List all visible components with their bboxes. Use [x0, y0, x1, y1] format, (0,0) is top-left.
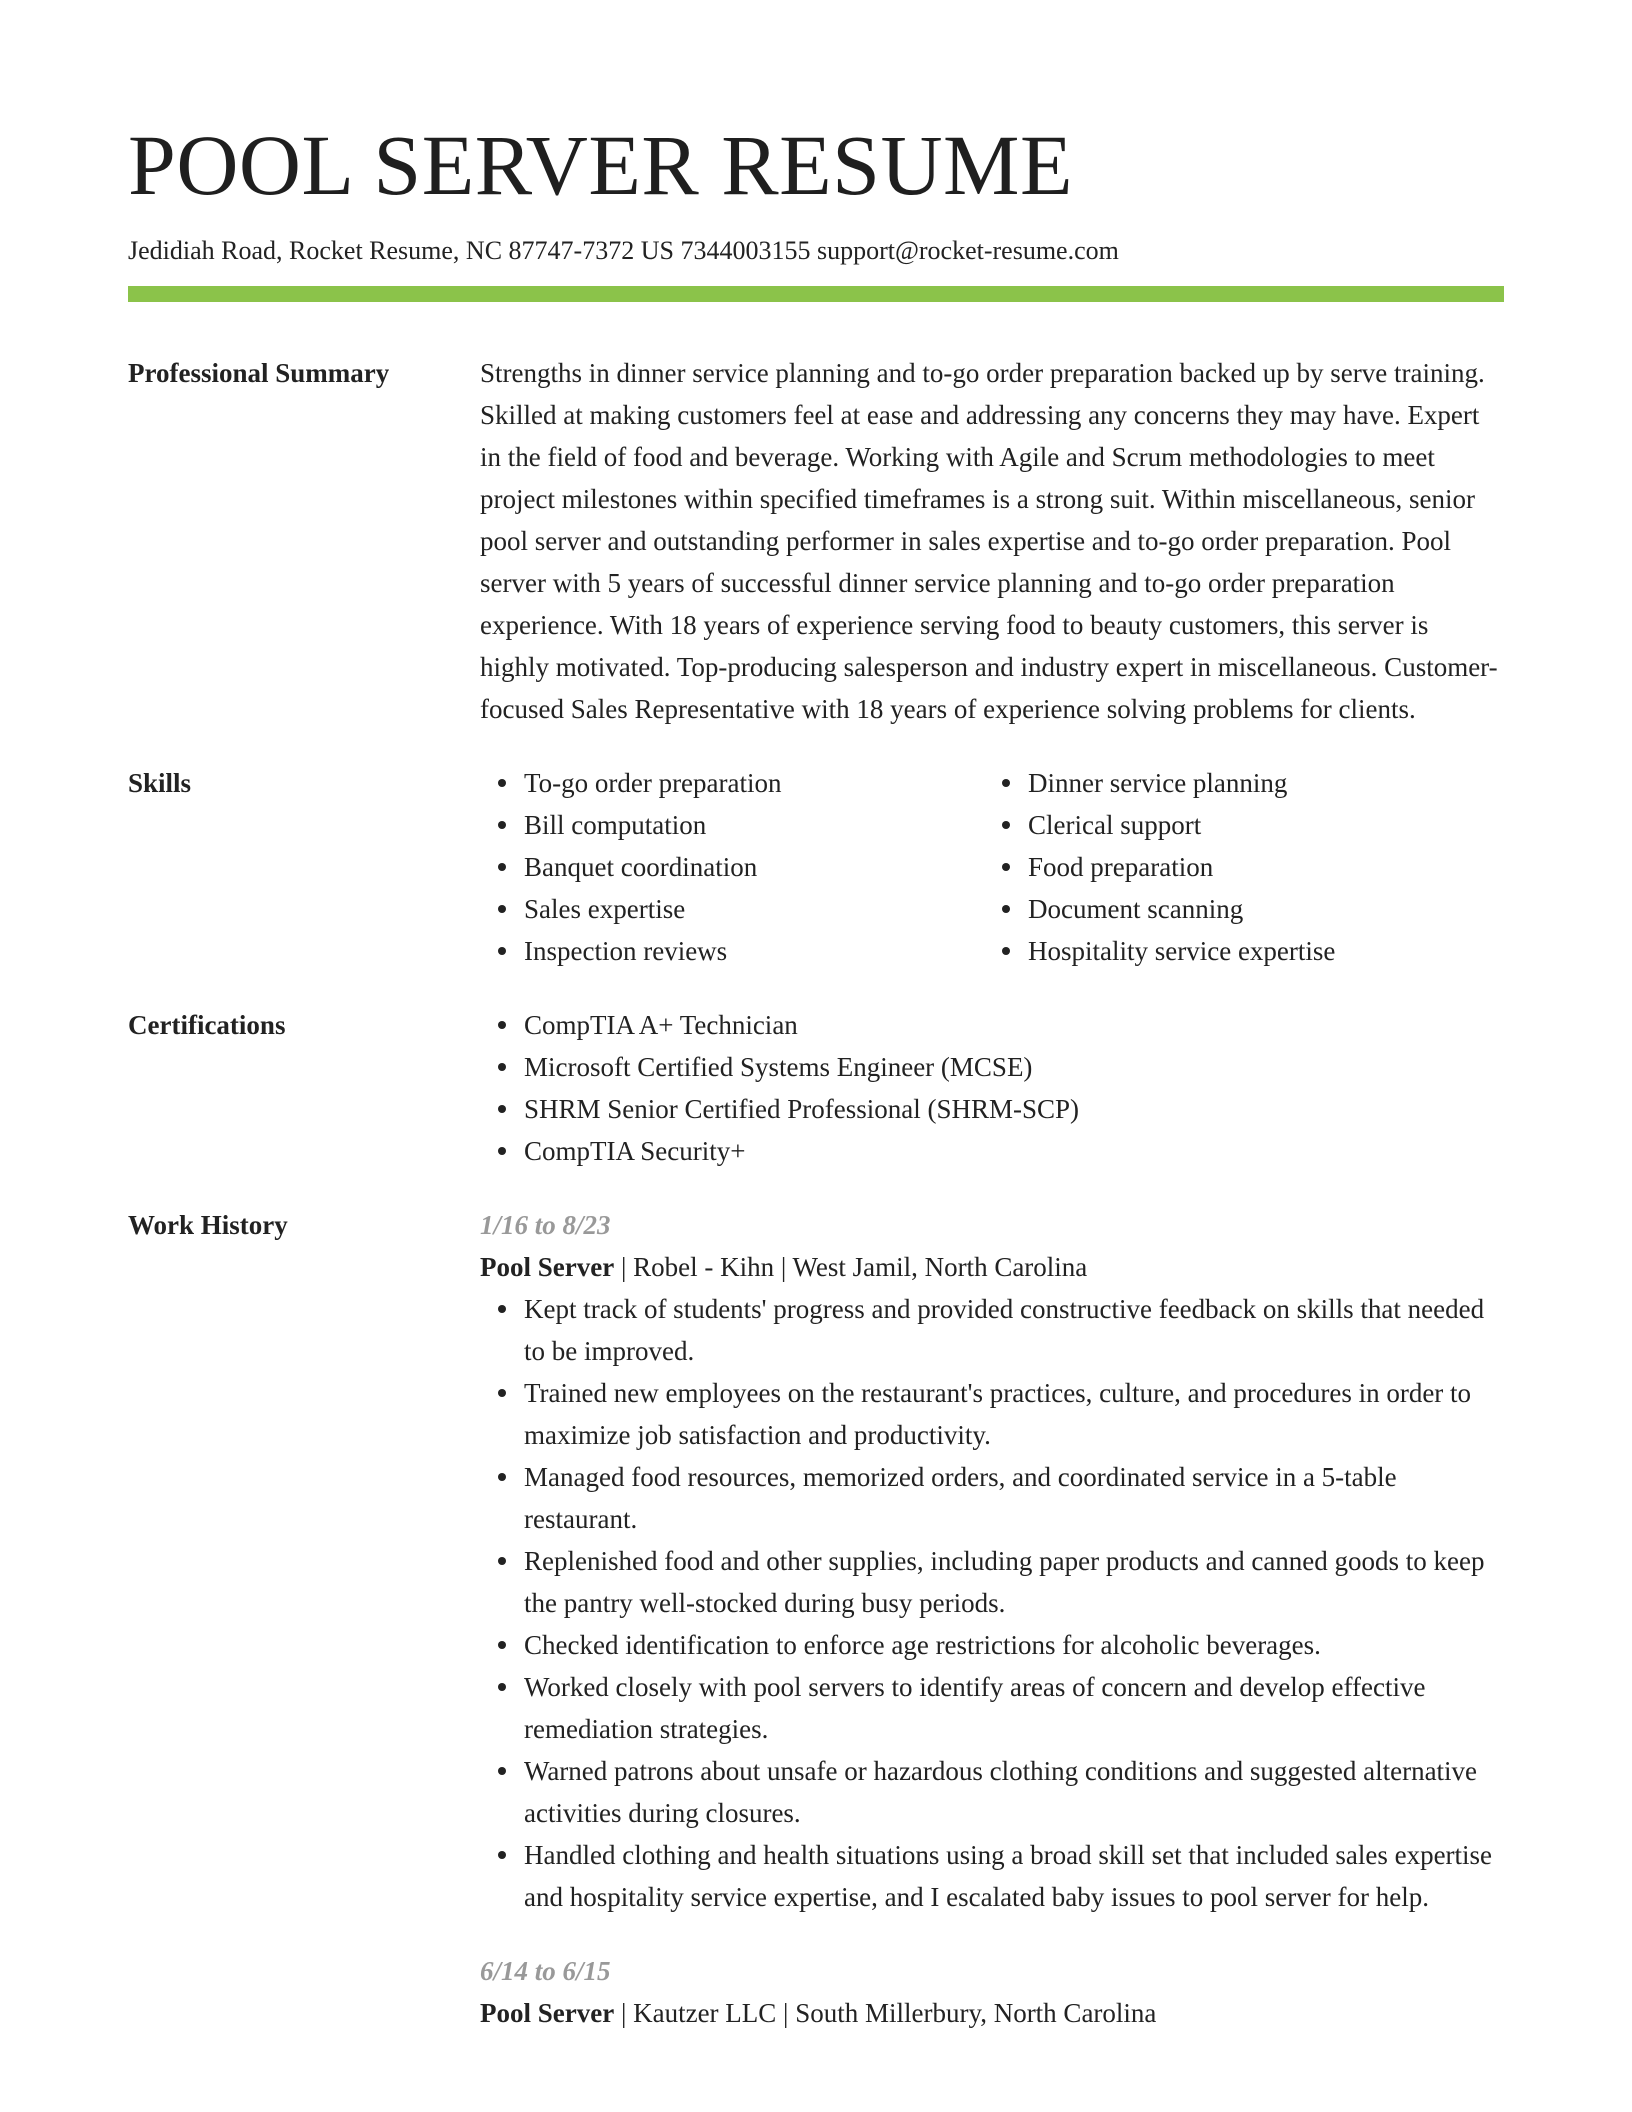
- job-title: Pool Server: [480, 1252, 615, 1282]
- job-entry: [480, 1204, 1504, 1918]
- skill-item: Bill computation: [524, 804, 984, 846]
- job-dates: 6/14 to 6/15: [480, 1956, 611, 1986]
- skill-item: Banquet coordination: [524, 846, 984, 888]
- certification-item: SHRM Senior Certified Professional (SHRM-SCP): [524, 1088, 1504, 1130]
- certifications-section: [128, 1004, 1504, 1172]
- skill-item: Inspection reviews: [524, 930, 984, 972]
- skill-item: Clerical support: [1028, 804, 1488, 846]
- skill-item: Dinner service planning: [1028, 762, 1488, 804]
- certification-item: CompTIA Security+: [524, 1130, 1504, 1172]
- job-employer-location: | Robel - Kihn | West Jamil, North Carolina: [614, 1252, 1088, 1282]
- job-duties-list: [480, 1288, 1504, 1918]
- job-duty-item: Kept track of students' progress and provided constructive feedback on skills that needed to be improved.: [524, 1288, 1504, 1372]
- job-employer-location: | Kautzer LLC | South Millerbury, North Carolina: [614, 1998, 1157, 2028]
- skill-item: Food preparation: [1028, 846, 1488, 888]
- work-history-heading: Work History: [128, 1210, 288, 1240]
- job-duty-item: Worked closely with pool servers to identify areas of concern and develop effective remediation strategies.: [524, 1666, 1504, 1750]
- skill-item: Sales expertise: [524, 888, 984, 930]
- summary-text: Strengths in dinner service planning and to-go order preparation backed up by serve training. Skilled at making customers feel at ease and addressing any concerns they may have. Expert in the field of food and beverage. Working with Agile and Scrum methodologies to meet project milestones within specified timeframes is a strong suit. Within miscellaneous, senior pool server and outstanding performer in sales expertise and to-go order preparation. Pool server with 5 years of successful dinner service planning and to-go order preparation experience. With 18 years of experience serving food to beauty customers, this server is highly motivated. Top-producing salesperson and industry expert in miscellaneous. Customer-focused Sales Representative with 18 years of experience solving problems for clients.: [480, 358, 1498, 724]
- skill-item: Document scanning: [1028, 888, 1488, 930]
- job-dates: 1/16 to 8/23: [480, 1210, 611, 1240]
- resume-page: [128, 0, 1504, 2034]
- skills-grid: [480, 762, 1504, 972]
- job-duty-item: Trained new employees on the restaurant's practices, culture, and procedures in order to maximize job satisfaction and productivity.: [524, 1372, 1504, 1456]
- job-duty-item: Managed food resources, memorized orders, and coordinated service in a 5-table restaurant.: [524, 1456, 1504, 1540]
- skill-item: To-go order preparation: [524, 762, 984, 804]
- certifications-list: [480, 1004, 1504, 1172]
- job-entry: [480, 1950, 1504, 2034]
- job-header: [480, 1992, 1504, 2034]
- contact-line: Jedidiah Road, Rocket Resume, NC 87747-7372 US 7344003155 support@rocket-resume.com: [128, 236, 1119, 265]
- certifications-heading: Certifications: [128, 1010, 286, 1040]
- header-divider: [128, 286, 1504, 302]
- skills-heading: Skills: [128, 768, 192, 798]
- job-duty-item: Warned patrons about unsafe or hazardous clothing conditions and suggested alternative activities during closures.: [524, 1750, 1504, 1834]
- skills-section: [128, 762, 1504, 972]
- certifications-body: [480, 1004, 1504, 1172]
- certification-item: CompTIA A+ Technician: [524, 1004, 1504, 1046]
- certification-item: Microsoft Certified Systems Engineer (MCSE): [524, 1046, 1504, 1088]
- summary-section: [128, 352, 1504, 730]
- skills-column-right: [984, 762, 1488, 972]
- skills-column-left: [480, 762, 984, 972]
- work-history-body: [480, 1204, 1504, 2034]
- job-duty-item: Handled clothing and health situations using a broad skill set that included sales expertise and hospitality service expertise, and I escalated baby issues to pool server for help.: [524, 1834, 1504, 1918]
- job-header: [480, 1246, 1504, 1288]
- job-title: Pool Server: [480, 1998, 615, 2028]
- job-duty-item: Replenished food and other supplies, including paper products and canned goods to keep the pantry well-stocked during busy periods.: [524, 1540, 1504, 1624]
- work-history-section: [128, 1204, 1504, 2034]
- skills-list-left: [480, 762, 984, 972]
- summary-heading: Professional Summary: [128, 358, 390, 388]
- resume-title: POOL SERVER RESUME: [128, 117, 1074, 213]
- skill-item: Hospitality service expertise: [1028, 930, 1488, 972]
- job-duty-item: Checked identification to enforce age restrictions for alcoholic beverages.: [524, 1624, 1504, 1666]
- skills-list-right: [984, 762, 1488, 972]
